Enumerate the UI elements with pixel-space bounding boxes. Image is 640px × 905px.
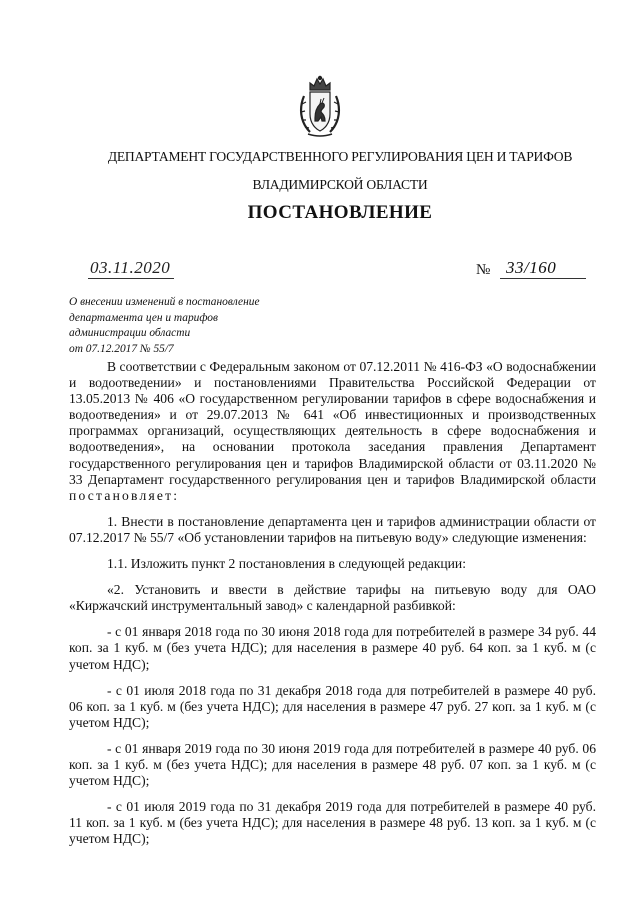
preamble-verb: постановляет: (69, 487, 180, 503)
document-subject (69, 295, 260, 357)
department-name-line2: ВЛАДИМИРСКОЙ ОБЛАСТИ (252, 177, 428, 192)
body-paragraph: «2. Установить и ввести в действие тарифы на питьевую воду для ОАО «Киржачский инструментальный завод» с календарной разбивкой: (69, 582, 596, 614)
body-paragraph: 1. Внести в постановление департамента цен и тарифов администрации области от 07.12.2017 № 55/7 «Об установлении тарифов на питьевую воду» следующие изменения: (69, 513, 596, 545)
preamble-text: В соответствии с Федеральным законом от 07.12.2011 № 416-ФЗ «О водоснабжении и водоотведении» и постановлениями Правительства Российской Федерации от 13.05.2013 № 406 «О государственном регулировании тарифов в сфере водоснабжения и водоотведения» и от 29.07.2013 № 641 «Об инвестиционных и производственных программах организаций, осуществляющих деятельность в сфере водоснабжения и водоотведения», на основании протокола заседания правления Департамент государственного регулирования цен и тарифов Владимирской области от 03.11.2020 № 33 Департамент государственного регулирования цен и тарифов Владимирской области (69, 359, 596, 487)
tariff-item: - с 01 января 2019 года по 30 июня 2019 года для потребителей в размере 40 руб. 06 коп. за 1 куб. м (без учета НДС); для населения в размере 48 руб. 07 коп. за 1 куб. м (с учетом НДС); (69, 740, 596, 789)
tariff-item: - с 01 июля 2018 года по 31 декабря 2018 года для потребителей в размере 40 руб. 06 коп. за 1 куб. м (без учета НДС); для населения в размере 47 руб. 27 коп. за 1 куб. м (с учетом НДС); (69, 682, 596, 730)
subject-line: от 07.12.2017 № 55/7 (69, 342, 174, 355)
subject-line: департамента цен и тарифов (69, 311, 218, 324)
document-number: 33/160 (500, 258, 586, 279)
preamble-paragraph (69, 359, 596, 504)
coat-of-arms-emblem (296, 74, 344, 138)
body-paragraph: 1.1. Изложить пункт 2 постановления в следующей редакции: (107, 556, 466, 572)
tariff-item: - с 01 января 2018 года по 30 июня 2018 года для потребителей в размере 34 руб. 44 коп. за 1 куб. м (без учета НДС); для населения в размере 40 руб. 64 коп. за 1 куб. м (с учетом НДС); (69, 624, 596, 672)
department-name-line1: ДЕПАРТАМЕНТ ГОСУДАРСТВЕННОГО РЕГУЛИРОВАНИЯ ЦЕН И ТАРИФОВ (107, 149, 573, 164)
document-date: 03.11.2020 (88, 258, 174, 279)
number-label: № (476, 262, 491, 278)
subject-line: О внесении изменений в постановление (69, 296, 260, 308)
tariff-item: - с 01 июля 2019 года по 31 декабря 2019 года для потребителей в размере 40 руб. 11 коп. за 1 куб. м (без учета НДС); для населения в размере 48 руб. 13 коп. за 1 куб. м (с учетом НДС); (69, 799, 596, 847)
department-name (60, 143, 620, 199)
subject-line: администрации области (69, 327, 191, 339)
document-type-title: ПОСТАНОВЛЕНИЕ (247, 202, 433, 223)
document-body (69, 359, 596, 857)
